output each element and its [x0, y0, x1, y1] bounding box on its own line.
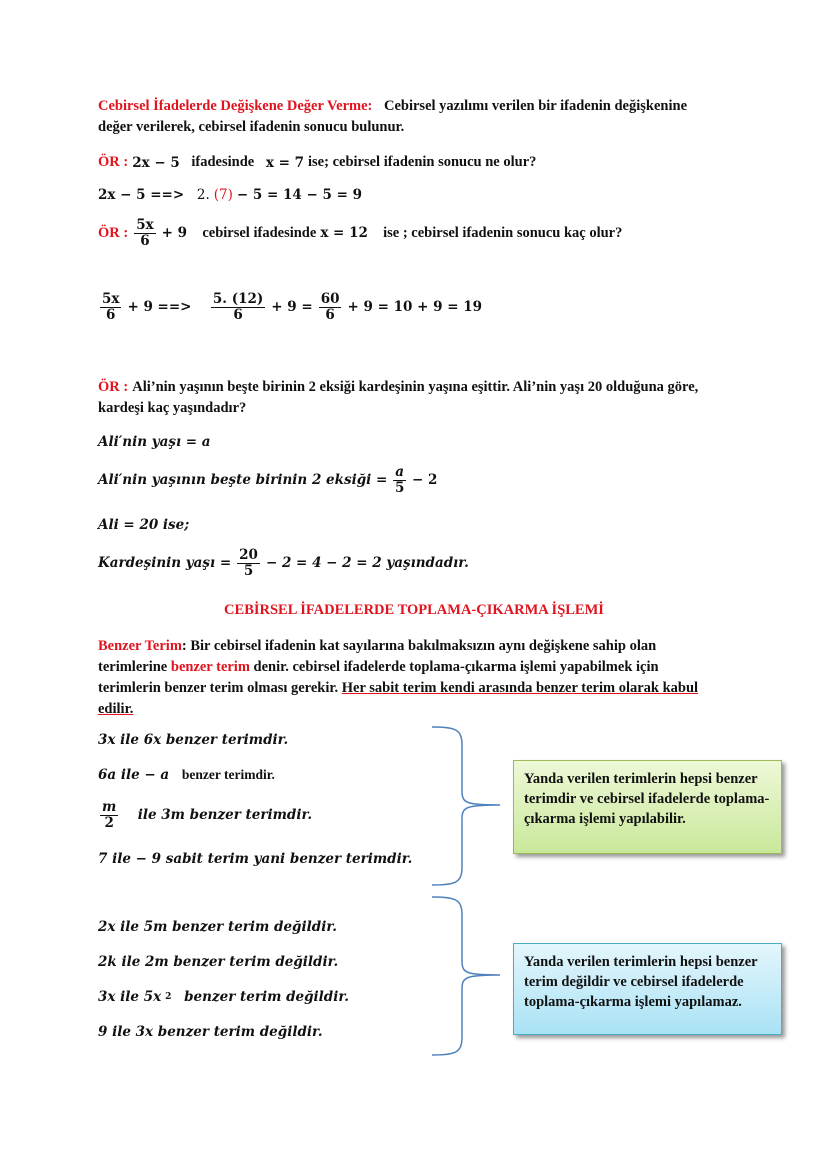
math: x = 12 — [320, 225, 368, 242]
math: 2x − 5 ==> — [98, 187, 185, 203]
text: kardeşi kaç yaşındadır? — [98, 400, 247, 416]
text: değer verilerek, cebirsel ifadenin sonucu bulunur. — [98, 119, 405, 135]
similar-term-row: 6a ile − a benzer terimdir. — [98, 767, 275, 783]
not-similar-row: 9 ile 3x benzer terim değildir. — [98, 1024, 323, 1040]
fraction: $\frac{60}{6}$ — [320, 291, 340, 323]
similar-term-row: 3x ile 6x benzer terimdir. — [98, 732, 289, 748]
info-box-not-similar: Yanda verilen terimlerin hepsi benzer terim değildir ve cebirsel ifadelerde toplama-çıkarma işlemi yapılamaz. — [513, 943, 782, 1035]
section1-line2 — [98, 119, 404, 136]
section1-line1 — [98, 98, 687, 115]
similar-term-row: $\frac{m}{2}$ ile 3m benzer terimdir. — [102, 799, 313, 831]
text: ise ; cebirsel ifadenin sonucu kaç olur? — [383, 224, 623, 241]
brace-icon — [430, 895, 505, 1057]
example-label: ÖR : — [98, 224, 129, 241]
info-box-similar: Yanda verilen terimlerin hepsi benzer terimdir ve cebirsel ifadelerde toplama-çıkarma işlemi yapılabilir. — [513, 760, 782, 854]
math: + 9 ==> — [127, 299, 192, 316]
text: Cebirsel yazılımı verilen bir ifadenin değişkenine — [383, 98, 688, 114]
fraction: $\frac{5x}{6}$ — [136, 217, 154, 249]
solution-line — [98, 465, 437, 496]
math: x = 7 — [265, 154, 305, 171]
text: cebirsel ifadesinde — [202, 224, 317, 241]
not-similar-row: 2x ile 5m benzer terim değildir. — [98, 919, 337, 935]
fraction: $\frac{5x}{6}$ — [102, 291, 120, 323]
math: 2. — [196, 187, 210, 203]
not-similar-row: 3x ile 5x 2 benzer terim değildir. — [98, 989, 349, 1005]
math: + 9 = 10 + 9 = 19 — [347, 299, 482, 316]
fraction: $\frac{20}{5}$ — [239, 547, 258, 579]
benzer-terim-definition: Benzer Terim: Bir cebirsel ifadenin kat sayılarına bakılmaksızın aynı değişkene sahip olan terimlerine benzer terim denir. cebirsel ifadelerde toplama-çıkarma işlemi yapabilmek için terimlerin benzer terim olması gerekir. Her sabit terim kendi arasında benzer terim olarak kabul edilir. — [98, 638, 699, 717]
example1 — [98, 154, 536, 171]
example-label: ÖR : — [98, 379, 129, 395]
example2 — [98, 218, 622, 249]
text: Ali’nin yaşının beşte birinin 2 eksiği kardeşinin yaşına eşittir. Ali’nin yaşı 20 olduğuna göre, — [132, 379, 699, 395]
math: 2x − 5 — [132, 154, 180, 171]
section-title: Cebirsel İfadelerde Değişkene Değer Verme: — [98, 98, 373, 114]
example1-solution — [98, 187, 362, 203]
math: − 2 — [412, 472, 438, 489]
brace-icon — [430, 725, 505, 887]
fraction: $\frac{m}{2}$ — [102, 799, 117, 831]
math: Kardeşinin yaşı = — [98, 555, 232, 572]
similar-term-row: 7 ile − 9 sabit terim yani benzer terimdir. — [98, 851, 413, 867]
not-similar-row: 2k ile 2m benzer terim değildir. — [98, 954, 339, 970]
example3-line2 — [98, 400, 246, 417]
example-label: ÖR : — [98, 154, 129, 170]
math: + 9 — [161, 225, 188, 242]
math: − 5 = 14 − 5 = 9 — [236, 187, 363, 203]
text: ifadesinde — [191, 154, 255, 170]
example2-solution — [98, 292, 482, 323]
fraction: $\frac{a}{5}$ — [394, 464, 405, 496]
solution-line — [98, 434, 211, 450]
math: − 2 = 4 − 2 = 2 yaşındadır. — [265, 555, 469, 572]
fraction: $\frac{5. (12)}{6}$ — [212, 291, 264, 323]
solution-line — [98, 548, 469, 579]
solution-line — [98, 517, 189, 533]
example3-line1 — [98, 379, 698, 396]
math: Ali′nin yaşının beşte birinin 2 eksiği = — [98, 472, 388, 489]
math: + 9 = — [271, 299, 313, 316]
math: Ali′nin yaşı = a — [98, 434, 211, 450]
section-heading: CEBİRSEL İFADELERDE TOPLAMA-ÇIKARMA İŞLEMİ — [224, 602, 604, 618]
text: ise; cebirsel ifadenin sonucu ne olur? — [308, 154, 537, 170]
math: (7) — [213, 187, 233, 203]
math: Ali = 20 ise; — [98, 517, 190, 533]
